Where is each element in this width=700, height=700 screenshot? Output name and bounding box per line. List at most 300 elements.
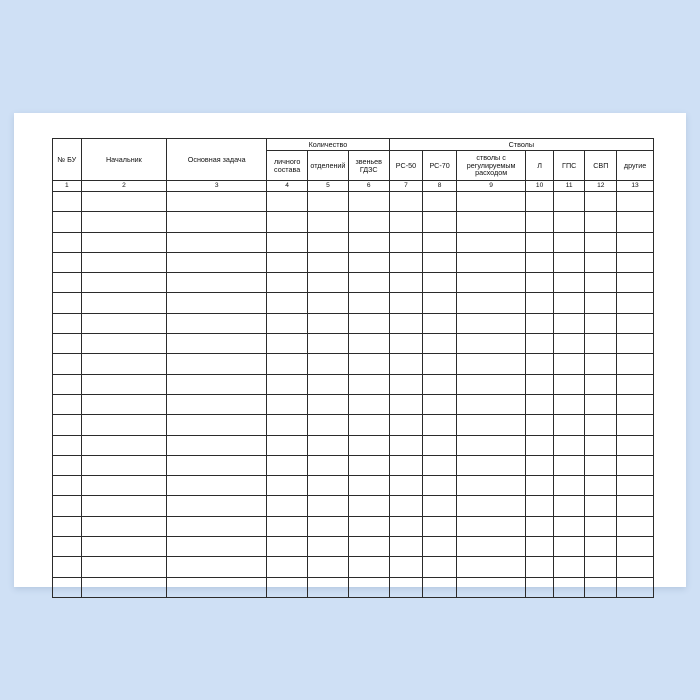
table-cell [585,415,617,435]
column-number-row [53,181,654,192]
table-cell [526,394,554,414]
table-cell [267,192,308,212]
table-cell [348,476,389,496]
table-cell [389,577,423,597]
table-cell [456,394,525,414]
col-number: 2 [81,181,167,192]
table-row [53,334,654,354]
header-cell-rs50: РС-50 [389,151,423,181]
table-row [53,455,654,475]
table-cell [267,374,308,394]
table-row [53,394,654,414]
table-cell [423,557,457,577]
table-cell [53,577,82,597]
col-number: 12 [585,181,617,192]
table-cell [456,293,525,313]
table-cell [423,374,457,394]
table-cell [456,252,525,272]
table-cell [553,476,585,496]
table-cell [423,212,457,232]
table-cell [389,293,423,313]
table-cell [267,293,308,313]
table-cell [423,415,457,435]
header-cell-main-task: Основная задача [167,139,267,181]
table-cell [167,476,267,496]
table-cell [308,476,349,496]
table-row [53,192,654,212]
table-cell [617,313,654,333]
header-group-barrels: Стволы [389,139,653,151]
table-cell [308,354,349,374]
table-cell [81,232,167,252]
table-cell [81,293,167,313]
table-cell [585,476,617,496]
table-cell [53,455,82,475]
table-cell [81,577,167,597]
table-cell [585,252,617,272]
table-cell [617,537,654,557]
header-cell-chief: Начальник [81,139,167,181]
table-cell [423,232,457,252]
table-cell [456,212,525,232]
table-cell [553,273,585,293]
table-row [53,476,654,496]
table-cell [167,435,267,455]
table-row [53,354,654,374]
table-cell [456,374,525,394]
table-cell [53,476,82,496]
table-cell [585,313,617,333]
table-row [53,415,654,435]
table-cell [167,537,267,557]
table-cell [348,455,389,475]
table-cell [267,252,308,272]
table-cell [167,496,267,516]
table-cell [308,577,349,597]
col-number: 7 [389,181,423,192]
header-cell-squads: отделений [308,151,349,181]
header-cell-l: Л [526,151,554,181]
table-cell [456,557,525,577]
table-cell [553,435,585,455]
table-cell [308,252,349,272]
col-number: 13 [617,181,654,192]
table-cell [167,415,267,435]
table-cell [267,455,308,475]
table-cell [553,192,585,212]
table-cell [267,516,308,536]
table-cell [53,252,82,272]
table-cell [53,537,82,557]
table-cell [267,557,308,577]
table-cell [348,374,389,394]
table-cell [389,435,423,455]
table-cell [389,374,423,394]
table-cell [348,435,389,455]
table-cell [585,557,617,577]
table-cell [167,557,267,577]
table-cell [423,577,457,597]
header-cell-rs70: РС-70 [423,151,457,181]
table-cell [267,334,308,354]
table-cell [553,252,585,272]
table-cell [423,537,457,557]
table-cell [81,435,167,455]
table-cell [456,577,525,597]
table-row [53,313,654,333]
table-cell [553,537,585,557]
table-cell [456,192,525,212]
table-cell [553,293,585,313]
table-cell [553,354,585,374]
table-row [53,557,654,577]
table-cell [267,415,308,435]
table-cell [389,557,423,577]
table-cell [553,374,585,394]
table-cell [81,496,167,516]
table-cell [348,557,389,577]
table-cell [423,354,457,374]
table-cell [389,313,423,333]
table-cell [308,415,349,435]
table-cell [585,334,617,354]
table-cell [308,232,349,252]
header-cell-personnel: личного состава [267,151,308,181]
col-number: 1 [53,181,82,192]
table-cell [348,293,389,313]
table-cell [553,577,585,597]
table-cell [585,394,617,414]
table-cell [308,374,349,394]
table-cell [81,537,167,557]
table-cell [167,394,267,414]
table-row [53,516,654,536]
table-cell [167,374,267,394]
table-cell [167,293,267,313]
table-cell [53,313,82,333]
table-cell [348,334,389,354]
table-cell [167,334,267,354]
table-cell [617,374,654,394]
table-row [53,273,654,293]
table-cell [423,252,457,272]
table-cell [389,516,423,536]
table-cell [617,334,654,354]
table-cell [81,394,167,414]
table-cell [81,415,167,435]
header-cell-gdzs-links: звеньев ГДЗС [348,151,389,181]
table-cell [53,516,82,536]
table-row [53,232,654,252]
table-cell [526,212,554,232]
table-cell [553,394,585,414]
table-cell [423,496,457,516]
table-cell [81,455,167,475]
table-cell [167,192,267,212]
table-cell [167,212,267,232]
table-cell [81,192,167,212]
table-cell [553,516,585,536]
table-cell [456,273,525,293]
table-cell [308,293,349,313]
table-cell [348,212,389,232]
table-cell [389,273,423,293]
table-cell [81,354,167,374]
table-cell [389,354,423,374]
table-cell [553,455,585,475]
table-cell [308,435,349,455]
table-cell [585,516,617,536]
table-cell [81,557,167,577]
table-cell [585,537,617,557]
table-cell [617,293,654,313]
table-cell [389,394,423,414]
table-row [53,577,654,597]
table-cell [348,537,389,557]
table-cell [167,354,267,374]
table-cell [585,374,617,394]
table-cell [167,313,267,333]
header-cell-gps: ГПС [553,151,585,181]
table-cell [81,313,167,333]
col-number: 9 [456,181,525,192]
table-cell [53,415,82,435]
table-cell [423,192,457,212]
table-cell [308,394,349,414]
table-cell [53,557,82,577]
table-cell [526,313,554,333]
table-cell [526,273,554,293]
table-cell [267,273,308,293]
table-cell [617,455,654,475]
table-cell [167,455,267,475]
table-cell [553,212,585,232]
table-cell [526,192,554,212]
table-cell [348,394,389,414]
table-cell [308,557,349,577]
table-cell [585,212,617,232]
table-cell [389,455,423,475]
table-cell [553,415,585,435]
table-cell [53,212,82,232]
col-number: 3 [167,181,267,192]
table-cell [81,334,167,354]
table-cell [617,212,654,232]
table-row [53,537,654,557]
table-cell [585,455,617,475]
table-cell [53,394,82,414]
table-cell [308,516,349,536]
table-cell [423,455,457,475]
table-cell [456,476,525,496]
table-cell [81,374,167,394]
table-cell [423,476,457,496]
table-cell [267,394,308,414]
table-cell [585,192,617,212]
table-cell [526,374,554,394]
table-cell [585,232,617,252]
table-cell [53,496,82,516]
table-cell [267,354,308,374]
table-cell [81,212,167,232]
table-cell [308,334,349,354]
table-cell [389,537,423,557]
table-cell [423,273,457,293]
table-cell [456,516,525,536]
table-cell [53,435,82,455]
table-cell [348,496,389,516]
header-group-row [53,139,654,151]
table-cell [526,537,554,557]
table-cell [423,293,457,313]
table-row [53,212,654,232]
header-cell-svp: СВП [585,151,617,181]
col-number: 6 [348,181,389,192]
table-cell [526,516,554,536]
table-cell [617,252,654,272]
table-cell [389,212,423,232]
table-cell [617,435,654,455]
table-cell [348,313,389,333]
table-cell [308,496,349,516]
table-cell [456,313,525,333]
table-cell [617,192,654,212]
table-cell [526,435,554,455]
table-cell [167,252,267,272]
table-cell [526,293,554,313]
col-number: 4 [267,181,308,192]
table-cell [308,273,349,293]
table-cell [553,557,585,577]
table-cell [308,537,349,557]
table-cell [267,537,308,557]
table-cell [389,415,423,435]
table-cell [308,212,349,232]
table-row [53,252,654,272]
table-cell [167,516,267,536]
table-cell [81,252,167,272]
table-cell [585,293,617,313]
table-cell [617,415,654,435]
table-cell [456,232,525,252]
table-cell [389,252,423,272]
table-cell [456,537,525,557]
table-cell [53,334,82,354]
table-cell [526,557,554,577]
table-cell [167,232,267,252]
table-cell [81,476,167,496]
table-cell [617,577,654,597]
table-cell [348,273,389,293]
table-cell [617,516,654,536]
table-cell [585,496,617,516]
table-cell [423,516,457,536]
table-cell [617,557,654,577]
table-cell [308,455,349,475]
table-cell [53,293,82,313]
table-cell [553,313,585,333]
table-cell [348,415,389,435]
table-cell [585,273,617,293]
header-group-quantity: Количество [267,139,389,151]
col-number: 5 [308,181,349,192]
table-cell [617,273,654,293]
table-cell [526,455,554,475]
table-cell [267,476,308,496]
table-cell [526,252,554,272]
table-cell [348,354,389,374]
table-cell [53,192,82,212]
table-cell [348,252,389,272]
table-cell [526,334,554,354]
paper-sheet [14,113,686,587]
table-cell [456,496,525,516]
table-cell [348,232,389,252]
table-body [53,192,654,598]
table-cell [167,577,267,597]
table-cell [308,192,349,212]
table-cell [53,273,82,293]
table-cell [167,273,267,293]
table-cell [389,496,423,516]
col-number: 11 [553,181,585,192]
table-cell [267,577,308,597]
table-cell [348,192,389,212]
table-cell [553,496,585,516]
table-row [53,496,654,516]
table-cell [585,435,617,455]
table-cell [526,354,554,374]
col-number: 10 [526,181,554,192]
table-cell [348,577,389,597]
table-cell [81,516,167,536]
table-cell [267,232,308,252]
table-cell [456,435,525,455]
table-cell [389,232,423,252]
table-cell [617,496,654,516]
table-cell [526,476,554,496]
table-cell [456,415,525,435]
table-cell [267,313,308,333]
table-cell [617,354,654,374]
table-cell [389,334,423,354]
table-cell [526,496,554,516]
table-cell [553,334,585,354]
table-row [53,293,654,313]
table-cell [53,354,82,374]
table-cell [456,354,525,374]
table-row [53,435,654,455]
table-cell [423,394,457,414]
table-cell [456,455,525,475]
table-cell [526,577,554,597]
table-cell [553,232,585,252]
table-cell [389,476,423,496]
table-cell [267,212,308,232]
header-cell-bu: № БУ [53,139,82,181]
table-cell [389,192,423,212]
col-number: 8 [423,181,457,192]
table-cell [267,496,308,516]
table-cell [585,577,617,597]
table-cell [585,354,617,374]
table-cell [526,232,554,252]
table-cell [617,476,654,496]
header-cell-other: другие [617,151,654,181]
table-cell [53,374,82,394]
table-cell [348,516,389,536]
table-cell [617,232,654,252]
